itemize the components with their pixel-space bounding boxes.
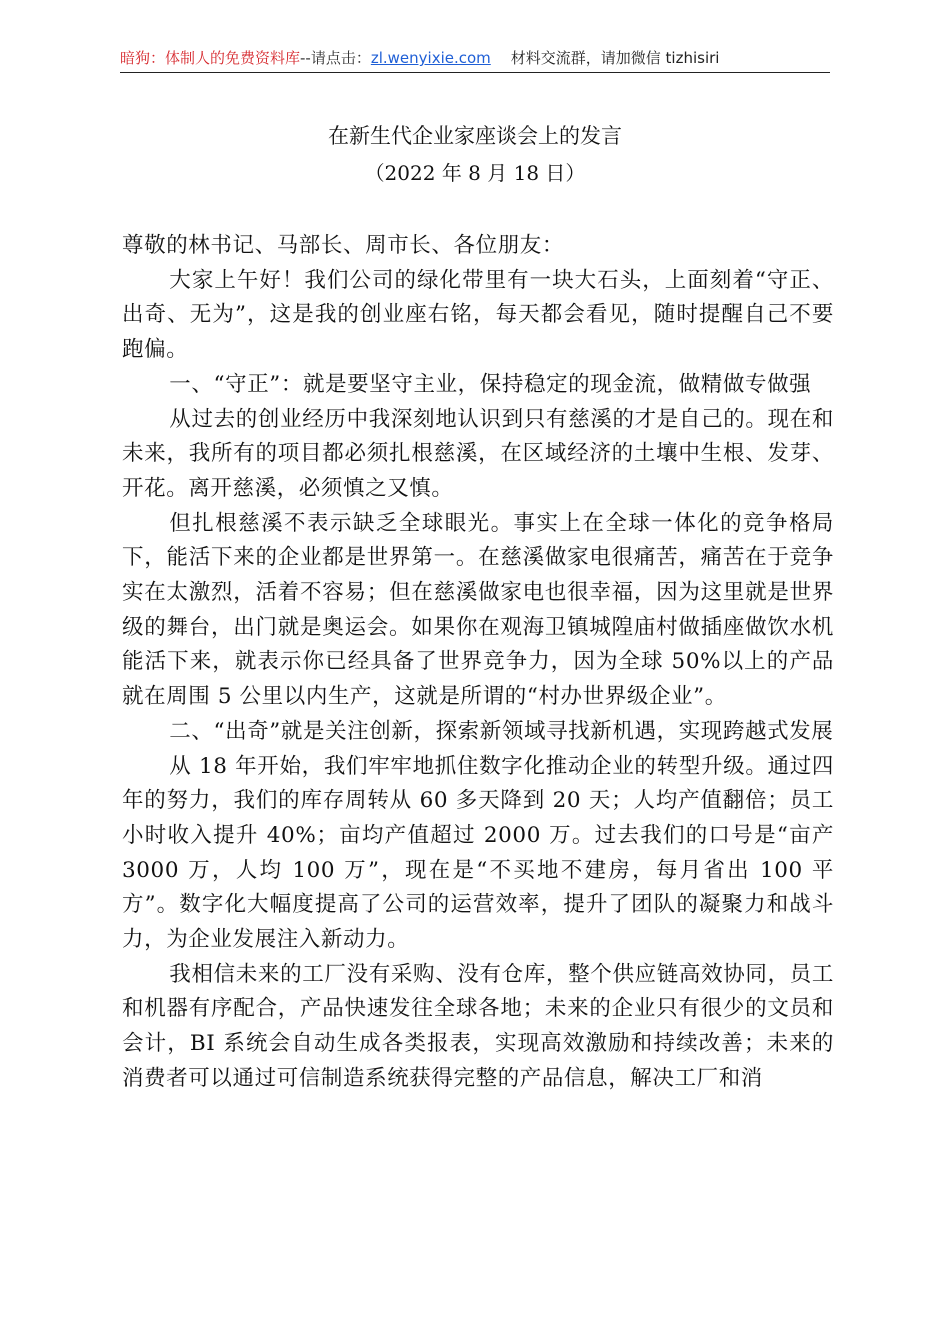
- section-heading-1: 一、“守正”：就是要坚守主业，保持稳定的现金流，做精做专做强: [169, 371, 812, 397]
- section-heading-2: 二、“出奇”就是关注创新，探索新领域寻找新机遇，实现跨越式发展: [169, 718, 834, 744]
- header-group-info: 材料交流群，请加微信 tizhisiri: [510, 49, 720, 67]
- paragraph-greeting: 大家上午好！我们公司的绿化带里有一块大石头，上面刻着“守正、出奇、无为”，这是我的创业座右铭，每天都会看见，随时提醒自己不要跑偏。: [122, 267, 834, 363]
- document-title: 在新生代企业家座谈会上的发言: [328, 124, 622, 148]
- header-link[interactable]: zl.wenyixie.com: [370, 49, 491, 67]
- document-date: （2022 年 8 月 18 日）: [364, 161, 586, 185]
- header-divider: [120, 72, 830, 73]
- document-body: [122, 229, 834, 1097]
- header-prompt: --请点击：: [300, 49, 371, 67]
- paragraph: 从 18 年开始，我们牢牢地抓住数字化推动企业的转型升级。通过四年的努力，我们的库存周转从 60 多天降到 20 天；人均产值翻倍；员工小时收入提升 40%；亩均产值超过 2000 万。过去我们的口号是“亩产 3000 万，人均 100 万”，现在是“不买地不建房，每月省出 100 平方”。数字化大幅度提高了公司的运营效率，提升了团队的凝聚力和战斗力，为企业发展注入新动力。: [122, 753, 834, 953]
- page-header: [120, 46, 826, 70]
- paragraph: 我相信未来的工厂没有采购、没有仓库，整个供应链高效协同，员工和机器有序配合，产品快速发往全球各地；未来的企业只有很少的文员和会计，BI 系统会自动生成各类报表，实现高效激励和持续改善；未来的消费者可以通过可信制造系统获得完整的产品信息，解决工厂和消: [122, 961, 834, 1091]
- salutation: 尊敬的林书记、马部长、周市长、各位朋友：: [122, 233, 565, 258]
- header-brand: 暗狗：体制人的免费资料库: [120, 49, 301, 67]
- paragraph: 从过去的创业经历中我深刻地认识到只有慈溪的才是自己的。现在和未来，我所有的项目都必须扎根慈溪，在区域经济的土壤中生根、发芽、开花。离开慈溪，必须慎之又慎。: [122, 406, 834, 501]
- paragraph: 但扎根慈溪不表示缺乏全球眼光。事实上在全球一体化的竞争格局下，能活下来的企业都是世界第一。在慈溪做家电很痛苦，痛苦在于竞争实在太激烈，活着不容易；但在慈溪做家电也很幸福，因为这里就是世界级的舞台，出门就是奥运会。如果你在观海卫镇城隍庙村做插座做饮水机能活下来，就表示你已经具备了世界竞争力，因为全球 50%以上的产品就在周围 5 公里以内生产，这就是所谓的“村办世界级企业”。: [122, 510, 834, 710]
